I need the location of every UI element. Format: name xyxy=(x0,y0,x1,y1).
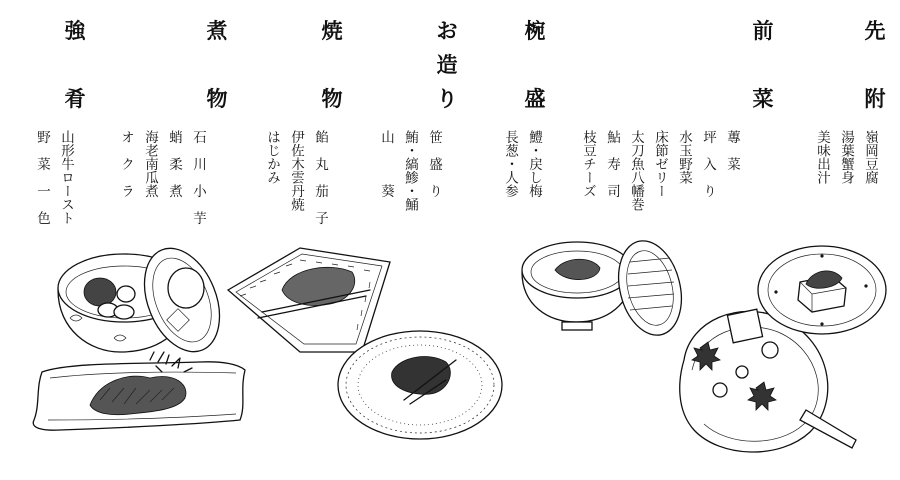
menu-item: 笹 盛 り xyxy=(426,130,442,198)
menu-item: 太刀魚八幡巻 xyxy=(628,130,644,211)
heading-char: 肴 xyxy=(64,86,86,111)
menu-item: オ ク ラ xyxy=(118,130,134,198)
menu-item: 石 川 小 芋 xyxy=(190,130,206,225)
menu-item: 床節ゼリー xyxy=(652,130,668,198)
menu-item: 野 菜 一 色 xyxy=(34,130,50,225)
heading-char: 煮 xyxy=(206,18,228,43)
sashimi-plate-icon xyxy=(338,331,502,439)
menu-item: 湯葉蟹身 xyxy=(838,130,854,184)
heading-char: 椀 xyxy=(524,18,546,43)
menu-item: はじかみ xyxy=(264,130,280,184)
menu-item: 海老南瓜煮 xyxy=(142,130,158,198)
menu-item: 蛸 柔 煮 xyxy=(166,130,182,198)
lidded-bowl-icon xyxy=(58,237,234,363)
heading-char: 前 xyxy=(752,18,774,43)
menu-item: 嶺岡豆腐 xyxy=(862,130,878,184)
heading-char: 物 xyxy=(321,86,343,111)
grilled-eggplant-plate-icon xyxy=(228,248,390,352)
menu-item: 山形牛ロースト xyxy=(58,130,74,225)
menu-item: 鮪・縞鯵・鯒 xyxy=(402,130,418,211)
menu-item: 坪 入 り xyxy=(700,130,716,198)
menu-item: 蓴 菜 xyxy=(724,130,740,171)
heading-char: お xyxy=(436,18,458,43)
heading-char: 盛 xyxy=(524,86,546,111)
menu-item: 水玉野菜 xyxy=(676,130,692,184)
heading-char: 造 xyxy=(436,52,458,77)
soup-bowl-icon xyxy=(522,234,691,342)
heading-char: 附 xyxy=(864,86,886,111)
menu-item: 美味出汁 xyxy=(814,130,830,184)
beef-plate-icon xyxy=(33,352,245,430)
heading-char: 物 xyxy=(206,86,228,111)
heading-char: 菜 xyxy=(752,86,774,111)
menu-item: 餡 丸 茄 子 xyxy=(312,130,328,225)
menu-item: 枝豆チーズ xyxy=(580,130,596,198)
menu-item: 伊佐木雲丹焼 xyxy=(288,130,304,211)
heading-char: 強 xyxy=(64,18,86,43)
heading-char: 先 xyxy=(864,18,886,43)
menu-item: 鱧・戻し梅 xyxy=(526,130,542,198)
menu-item: 鮎 寿 司 xyxy=(604,130,620,198)
tofu-plate-icon xyxy=(758,246,886,334)
heading-char: り xyxy=(436,86,458,111)
heading-char: 焼 xyxy=(321,18,343,43)
menu-item: 山 葵 xyxy=(378,130,394,198)
menu-item: 長葱・人参 xyxy=(502,130,518,198)
